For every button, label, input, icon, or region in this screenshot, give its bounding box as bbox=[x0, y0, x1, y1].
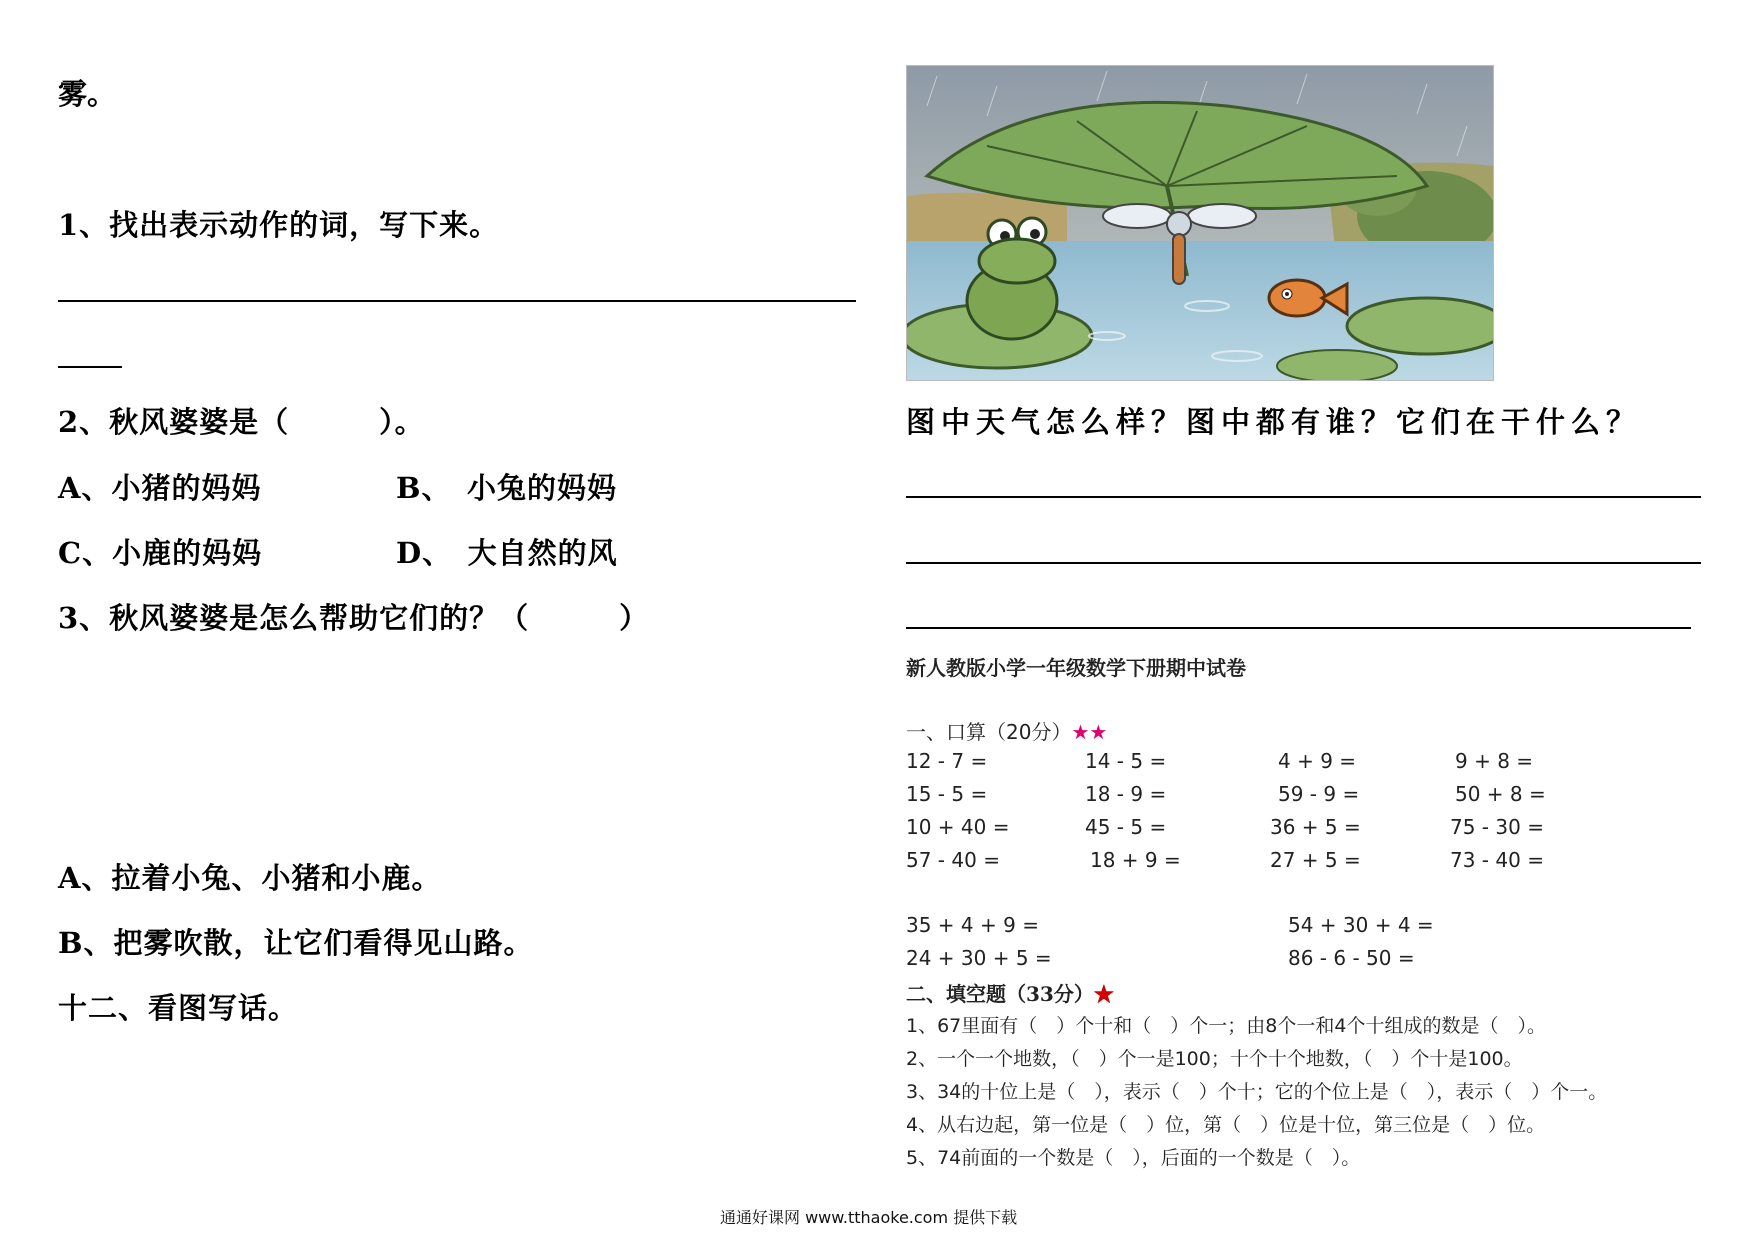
option-b: B、把雾吹散，让它们看得见山路。 bbox=[58, 926, 534, 960]
mixed-item: 24 + 30 + 5 = bbox=[906, 946, 1052, 970]
section-1-heading bbox=[906, 716, 1107, 745]
option-b: B、 小兔的妈妈 bbox=[396, 471, 618, 505]
oral-item: 4 + 9 = bbox=[1278, 749, 1357, 773]
section-heading: 十二、看图写话。 bbox=[58, 991, 299, 1025]
question-3: 3、秋风婆婆是怎么帮助它们的？（ ） bbox=[58, 601, 650, 635]
question-1: 1、找出表示动作的词，写下来。 bbox=[58, 208, 500, 242]
text-fragment: 雾。 bbox=[58, 77, 117, 111]
section-2-title: 二、填空题（33分） bbox=[906, 982, 1094, 1006]
picture-question: 图中天气怎么样？图中都有谁？它们在干什么？ bbox=[906, 405, 1642, 439]
oral-item: 9 + 8 = bbox=[1455, 749, 1534, 773]
oral-item: 50 + 8 = bbox=[1455, 782, 1546, 806]
option-c: C、小鹿的妈妈 bbox=[58, 536, 263, 570]
section-2-heading bbox=[906, 978, 1114, 1007]
star-icon: ★★ bbox=[1071, 720, 1108, 744]
oral-item: 45 - 5 = bbox=[1085, 815, 1167, 839]
mixed-item: 35 + 4 + 9 = bbox=[906, 913, 1039, 937]
oral-item: 14 - 5 = bbox=[1085, 749, 1167, 773]
fill-item: 1、67里面有（ ）个十和（ ）个一；由8个一和4个十组成的数是（ ）。 bbox=[906, 1015, 1546, 1037]
answer-line[interactable] bbox=[58, 300, 856, 302]
oral-item: 10 + 40 = bbox=[906, 815, 1010, 839]
oral-item: 12 - 7 = bbox=[906, 749, 988, 773]
fill-item: 3、34的十位上是（ ），表示（ ）个十；它的个位上是（ ），表示（ ）个一。 bbox=[906, 1081, 1608, 1103]
oral-item: 59 - 9 = bbox=[1278, 782, 1360, 806]
answer-line[interactable] bbox=[906, 562, 1701, 564]
answer-line[interactable] bbox=[58, 366, 122, 368]
oral-item: 18 + 9 = bbox=[1090, 848, 1181, 872]
fill-item: 4、从右边起，第一位是（ ）位，第（ ）位是十位，第三位是（ ）位。 bbox=[906, 1114, 1546, 1136]
oral-item: 15 - 5 = bbox=[906, 782, 988, 806]
oral-item: 27 + 5 = bbox=[1270, 848, 1361, 872]
star-icon: ★ bbox=[1093, 982, 1114, 1006]
section-1-title: 一、口算（20分） bbox=[906, 720, 1072, 744]
exam-title: 新人教版小学一年级数学下册期中试卷 bbox=[906, 656, 1246, 680]
answer-line[interactable] bbox=[906, 627, 1691, 629]
option-a: A、小猪的妈妈 bbox=[58, 471, 262, 505]
oral-item: 18 - 9 = bbox=[1085, 782, 1167, 806]
page-footer: 通通好课网 www.tthaoke.com 提供下载 bbox=[720, 1208, 1018, 1227]
oral-item: 73 - 40 = bbox=[1450, 848, 1544, 872]
answer-line[interactable] bbox=[906, 496, 1701, 498]
oral-item: 57 - 40 = bbox=[906, 848, 1000, 872]
question-2: 2、秋风婆婆是（ ）。 bbox=[58, 405, 425, 439]
option-a: A、拉着小兔、小猪和小鹿。 bbox=[58, 861, 442, 895]
oral-item: 36 + 5 = bbox=[1270, 815, 1361, 839]
frog-pond-illustration bbox=[906, 65, 1494, 381]
mixed-item: 86 - 6 - 50 = bbox=[1288, 946, 1415, 970]
fill-item: 5、74前面的一个数是（ ），后面的一个数是（ ）。 bbox=[906, 1147, 1361, 1169]
fill-item: 2、一个一个地数，（ ）个一是100；十个十个地数，（ ）个十是100。 bbox=[906, 1048, 1523, 1070]
mixed-item: 54 + 30 + 4 = bbox=[1288, 913, 1434, 937]
option-d: D、 大自然的风 bbox=[396, 536, 618, 570]
oral-item: 75 - 30 = bbox=[1450, 815, 1544, 839]
